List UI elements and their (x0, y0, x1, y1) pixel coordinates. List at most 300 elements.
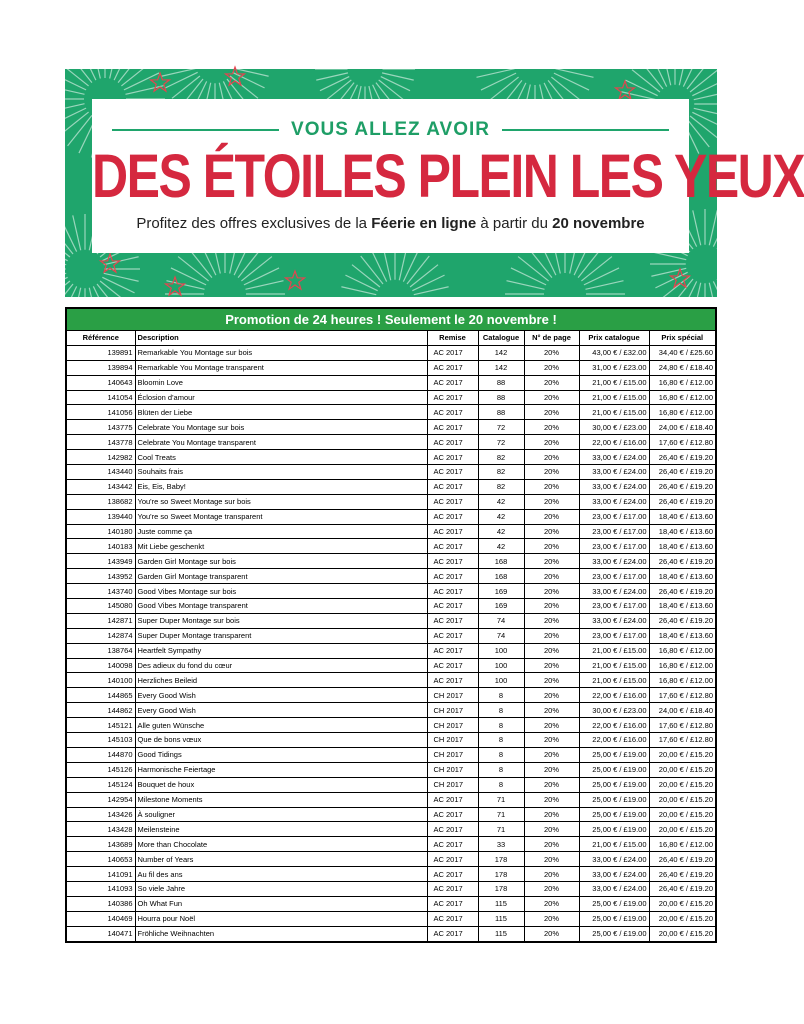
cell-catalogue: 8 (478, 762, 524, 777)
cell-reference: 145080 (67, 599, 135, 614)
table-row (67, 792, 715, 807)
cell-discount: 20% (524, 896, 579, 911)
cell-prix-catalogue: 21,00 € / £15.00 (579, 837, 649, 852)
cell-remise: AC 2017 (427, 450, 478, 465)
cell-prix-catalogue: 21,00 € / £15.00 (579, 658, 649, 673)
kicker-rule-right (502, 129, 669, 131)
cell-prix-special: 20,00 € / £15.20 (649, 762, 715, 777)
table-row (67, 360, 715, 375)
header-prix-catalogue: Prix catalogue (579, 331, 649, 345)
cell-discount: 20% (524, 345, 579, 360)
cell-prix-catalogue: 22,00 € / £16.00 (579, 718, 649, 733)
cell-prix-special: 18,40 € / £13.60 (649, 524, 715, 539)
cell-prix-catalogue: 23,00 € / £17.00 (579, 539, 649, 554)
cell-remise: CH 2017 (427, 777, 478, 792)
table-row (67, 405, 715, 420)
cell-catalogue: 82 (478, 450, 524, 465)
cell-catalogue: 115 (478, 896, 524, 911)
cell-prix-special: 16,80 € / £12.00 (649, 673, 715, 688)
cell-remise: AC 2017 (427, 554, 478, 569)
cell-discount: 20% (524, 390, 579, 405)
table-row (67, 345, 715, 360)
cell-prix-catalogue: 21,00 € / £15.00 (579, 375, 649, 390)
cell-remise: CH 2017 (427, 747, 478, 762)
cell-catalogue: 8 (478, 733, 524, 748)
cell-description: So viele Jahre (135, 881, 427, 896)
table-row (67, 658, 715, 673)
cell-discount: 20% (524, 926, 579, 940)
cell-catalogue: 88 (478, 405, 524, 420)
cell-prix-catalogue: 33,00 € / £24.00 (579, 584, 649, 599)
cell-reference: 145124 (67, 777, 135, 792)
cell-prix-catalogue: 23,00 € / £17.00 (579, 628, 649, 643)
cell-discount: 20% (524, 658, 579, 673)
cell-remise: AC 2017 (427, 465, 478, 480)
cell-description: Herzliches Beileid (135, 673, 427, 688)
cell-reference: 144862 (67, 703, 135, 718)
cell-remise: AC 2017 (427, 881, 478, 896)
cell-discount: 20% (524, 405, 579, 420)
header-prix-special: Prix spécial (649, 331, 715, 345)
cell-discount: 20% (524, 524, 579, 539)
cell-prix-catalogue: 33,00 € / £24.00 (579, 852, 649, 867)
cell-prix-special: 18,40 € / £13.60 (649, 628, 715, 643)
cell-remise: AC 2017 (427, 435, 478, 450)
cell-prix-catalogue: 25,00 € / £19.00 (579, 926, 649, 940)
cell-remise: CH 2017 (427, 718, 478, 733)
cell-reference: 141056 (67, 405, 135, 420)
table-row (67, 822, 715, 837)
cell-reference: 140386 (67, 896, 135, 911)
cell-discount: 20% (524, 911, 579, 926)
cell-description: More than Chocolate (135, 837, 427, 852)
table-row (67, 435, 715, 450)
promo-title: Promotion de 24 heures ! Seulement le 20 novembre ! (67, 309, 715, 331)
cell-reference: 140100 (67, 673, 135, 688)
cell-catalogue: 88 (478, 375, 524, 390)
cell-description: You're so Sweet Montage sur bois (135, 494, 427, 509)
table-row (67, 628, 715, 643)
cell-remise: AC 2017 (427, 613, 478, 628)
cell-discount: 20% (524, 420, 579, 435)
tagline-text-1: Profitez des offres exclusives de la (136, 215, 372, 232)
cell-catalogue: 168 (478, 569, 524, 584)
promo-banner (65, 69, 804, 297)
cell-prix-special: 18,40 € / £13.60 (649, 569, 715, 584)
cell-prix-catalogue: 33,00 € / £24.00 (579, 494, 649, 509)
banner-tagline (92, 215, 689, 232)
cell-prix-special: 18,40 € / £13.60 (649, 509, 715, 524)
cell-prix-special: 20,00 € / £15.20 (649, 911, 715, 926)
cell-prix-catalogue: 21,00 € / £15.00 (579, 390, 649, 405)
cell-remise: AC 2017 (427, 643, 478, 658)
cell-prix-catalogue: 23,00 € / £17.00 (579, 509, 649, 524)
cell-catalogue: 100 (478, 658, 524, 673)
cell-reference: 143740 (67, 584, 135, 599)
cell-prix-special: 17,60 € / £12.80 (649, 733, 715, 748)
table-row (67, 881, 715, 896)
cell-catalogue: 115 (478, 911, 524, 926)
header-remise: Remise (427, 331, 478, 345)
cell-catalogue: 71 (478, 807, 524, 822)
cell-catalogue: 8 (478, 688, 524, 703)
cell-prix-catalogue: 25,00 € / £19.00 (579, 911, 649, 926)
cell-catalogue: 74 (478, 628, 524, 643)
cell-catalogue: 142 (478, 345, 524, 360)
cell-prix-special: 20,00 € / £15.20 (649, 747, 715, 762)
cell-prix-special: 17,60 € / £12.80 (649, 435, 715, 450)
cell-prix-catalogue: 33,00 € / £24.00 (579, 450, 649, 465)
cell-description: Blüten der Liebe (135, 405, 427, 420)
cell-discount: 20% (524, 643, 579, 658)
table-row (67, 613, 715, 628)
cell-prix-special: 20,00 € / £15.20 (649, 926, 715, 940)
cell-remise: AC 2017 (427, 673, 478, 688)
cell-reference: 143778 (67, 435, 135, 450)
cell-discount: 20% (524, 733, 579, 748)
cell-catalogue: 169 (478, 584, 524, 599)
cell-prix-special: 24,80 € / £18.40 (649, 360, 715, 375)
cell-description: Super Duper Montage transparent (135, 628, 427, 643)
cell-discount: 20% (524, 718, 579, 733)
cell-prix-catalogue: 25,00 € / £19.00 (579, 896, 649, 911)
cell-remise: AC 2017 (427, 509, 478, 524)
cell-prix-catalogue: 25,00 € / £19.00 (579, 792, 649, 807)
cell-reference: 143442 (67, 479, 135, 494)
cell-reference: 145121 (67, 718, 135, 733)
cell-reference: 140643 (67, 375, 135, 390)
cell-remise: AC 2017 (427, 524, 478, 539)
table-row (67, 599, 715, 614)
cell-prix-special: 16,80 € / £12.00 (649, 658, 715, 673)
cell-description: Juste comme ça (135, 524, 427, 539)
table-row (67, 524, 715, 539)
cell-reference: 141091 (67, 867, 135, 882)
cell-remise: CH 2017 (427, 703, 478, 718)
cell-description: Souhaits frais (135, 465, 427, 480)
cell-remise: AC 2017 (427, 926, 478, 940)
table-row (67, 494, 715, 509)
table-row (67, 911, 715, 926)
cell-prix-catalogue: 33,00 € / £24.00 (579, 613, 649, 628)
cell-remise: CH 2017 (427, 762, 478, 777)
tagline-bold-1: Féerie en ligne (371, 215, 477, 232)
cell-remise: AC 2017 (427, 375, 478, 390)
table-row (67, 584, 715, 599)
cell-remise: AC 2017 (427, 599, 478, 614)
cell-description: Bouquet de houx (135, 777, 427, 792)
cell-prix-special: 16,80 € / £12.00 (649, 405, 715, 420)
cell-reference: 138682 (67, 494, 135, 509)
cell-discount: 20% (524, 628, 579, 643)
banner-headline: DES ÉTOILES PLEIN LES YEUX (92, 142, 804, 211)
cell-catalogue: 71 (478, 792, 524, 807)
cell-prix-catalogue: 22,00 € / £16.00 (579, 733, 649, 748)
cell-prix-special: 18,40 € / £13.60 (649, 539, 715, 554)
table-header-row (67, 331, 715, 345)
cell-catalogue: 178 (478, 852, 524, 867)
cell-discount: 20% (524, 792, 579, 807)
cell-discount: 20% (524, 807, 579, 822)
cell-catalogue: 100 (478, 673, 524, 688)
cell-description: Milestone Moments (135, 792, 427, 807)
table-row (67, 509, 715, 524)
cell-reference: 139894 (67, 360, 135, 375)
table-row (67, 747, 715, 762)
cell-reference: 142871 (67, 613, 135, 628)
table-row (67, 926, 715, 940)
cell-remise: AC 2017 (427, 852, 478, 867)
table-row (67, 539, 715, 554)
table-row (67, 718, 715, 733)
cell-remise: CH 2017 (427, 733, 478, 748)
cell-remise: AC 2017 (427, 479, 478, 494)
cell-prix-catalogue: 33,00 € / £24.00 (579, 554, 649, 569)
table-row (67, 479, 715, 494)
cell-reference: 143775 (67, 420, 135, 435)
cell-prix-catalogue: 30,00 € / £23.00 (579, 420, 649, 435)
cell-catalogue: 82 (478, 465, 524, 480)
cell-discount: 20% (524, 479, 579, 494)
cell-prix-special: 16,80 € / £12.00 (649, 375, 715, 390)
cell-prix-catalogue: 33,00 € / £24.00 (579, 867, 649, 882)
cell-reference: 140469 (67, 911, 135, 926)
cell-description: À souligner (135, 807, 427, 822)
cell-reference: 140183 (67, 539, 135, 554)
table-row (67, 390, 715, 405)
cell-reference: 143428 (67, 822, 135, 837)
cell-discount: 20% (524, 435, 579, 450)
cell-prix-catalogue: 21,00 € / £15.00 (579, 405, 649, 420)
cell-prix-special: 20,00 € / £15.20 (649, 896, 715, 911)
cell-description: Des adieux du fond du cœur (135, 658, 427, 673)
cell-remise: AC 2017 (427, 658, 478, 673)
cell-catalogue: 168 (478, 554, 524, 569)
cell-discount: 20% (524, 554, 579, 569)
cell-remise: AC 2017 (427, 792, 478, 807)
cell-description: Harmonische Feiertage (135, 762, 427, 777)
cell-remise: AC 2017 (427, 911, 478, 926)
cell-description: Good Vibes Montage sur bois (135, 584, 427, 599)
table-row (67, 852, 715, 867)
cell-discount: 20% (524, 450, 579, 465)
cell-prix-catalogue: 25,00 € / £19.00 (579, 807, 649, 822)
cell-reference: 143689 (67, 837, 135, 852)
cell-discount: 20% (524, 673, 579, 688)
kicker-rule-left (112, 129, 279, 131)
table-row (67, 420, 715, 435)
cell-prix-special: 24,00 € / £18.40 (649, 703, 715, 718)
cell-discount: 20% (524, 375, 579, 390)
cell-prix-special: 26,40 € / £19.20 (649, 450, 715, 465)
cell-prix-special: 24,00 € / £18.40 (649, 420, 715, 435)
banner-card (92, 99, 804, 253)
cell-description: Éclosion d'amour (135, 390, 427, 405)
cell-catalogue: 42 (478, 524, 524, 539)
cell-catalogue: 8 (478, 777, 524, 792)
cell-catalogue: 8 (478, 703, 524, 718)
table-row (67, 777, 715, 792)
cell-prix-special: 20,00 € / £15.20 (649, 807, 715, 822)
cell-prix-catalogue: 23,00 € / £17.00 (579, 524, 649, 539)
cell-reference: 142982 (67, 450, 135, 465)
cell-remise: AC 2017 (427, 896, 478, 911)
cell-prix-special: 34,40 € / £25.60 (649, 345, 715, 360)
cell-prix-special: 16,80 € / £12.00 (649, 390, 715, 405)
cell-reference: 140180 (67, 524, 135, 539)
price-table (65, 307, 717, 943)
cell-description: Au fil des ans (135, 867, 427, 882)
cell-discount: 20% (524, 747, 579, 762)
cell-description: Number of Years (135, 852, 427, 867)
cell-description: Celebrate You Montage sur bois (135, 420, 427, 435)
cell-reference: 145103 (67, 733, 135, 748)
cell-reference: 142954 (67, 792, 135, 807)
cell-catalogue: 169 (478, 599, 524, 614)
cell-prix-special: 17,60 € / £12.80 (649, 688, 715, 703)
cell-prix-catalogue: 21,00 € / £15.00 (579, 643, 649, 658)
table-row (67, 643, 715, 658)
cell-reference: 143440 (67, 465, 135, 480)
cell-description: Bloomin Love (135, 375, 427, 390)
cell-reference: 143426 (67, 807, 135, 822)
cell-remise: CH 2017 (427, 688, 478, 703)
header-page: N° de page (524, 331, 579, 345)
cell-description: Remarkable You Montage sur bois (135, 345, 427, 360)
cell-prix-catalogue: 25,00 € / £19.00 (579, 777, 649, 792)
cell-discount: 20% (524, 867, 579, 882)
cell-remise: AC 2017 (427, 405, 478, 420)
cell-prix-catalogue: 25,00 € / £19.00 (579, 747, 649, 762)
cell-discount: 20% (524, 360, 579, 375)
cell-remise: AC 2017 (427, 584, 478, 599)
cell-discount: 20% (524, 509, 579, 524)
cell-prix-special: 16,80 € / £12.00 (649, 837, 715, 852)
cell-reference: 140098 (67, 658, 135, 673)
table-row (67, 673, 715, 688)
cell-reference: 144865 (67, 688, 135, 703)
cell-reference: 141054 (67, 390, 135, 405)
cell-prix-special: 26,40 € / £19.20 (649, 584, 715, 599)
cell-remise: AC 2017 (427, 345, 478, 360)
cell-remise: AC 2017 (427, 360, 478, 375)
cell-prix-special: 20,00 € / £15.20 (649, 777, 715, 792)
cell-discount: 20% (524, 539, 579, 554)
cell-reference: 139440 (67, 509, 135, 524)
cell-prix-catalogue: 33,00 € / £24.00 (579, 881, 649, 896)
cell-catalogue: 42 (478, 539, 524, 554)
cell-catalogue: 72 (478, 420, 524, 435)
cell-reference: 140653 (67, 852, 135, 867)
cell-catalogue: 88 (478, 390, 524, 405)
cell-catalogue: 8 (478, 747, 524, 762)
cell-reference: 143949 (67, 554, 135, 569)
cell-reference: 142874 (67, 628, 135, 643)
cell-catalogue: 72 (478, 435, 524, 450)
table-row (67, 569, 715, 584)
cell-discount: 20% (524, 881, 579, 896)
cell-discount: 20% (524, 852, 579, 867)
cell-description: Super Duper Montage sur bois (135, 613, 427, 628)
cell-description: Remarkable You Montage transparent (135, 360, 427, 375)
cell-prix-catalogue: 22,00 € / £16.00 (579, 688, 649, 703)
table-row (67, 450, 715, 465)
cell-description: Every Good Wish (135, 703, 427, 718)
cell-prix-catalogue: 33,00 € / £24.00 (579, 465, 649, 480)
cell-prix-special: 26,40 € / £19.20 (649, 881, 715, 896)
cell-catalogue: 100 (478, 643, 524, 658)
cell-prix-catalogue: 25,00 € / £19.00 (579, 822, 649, 837)
cell-discount: 20% (524, 688, 579, 703)
kicker-row (112, 119, 669, 141)
product-table (67, 331, 715, 941)
table-row (67, 688, 715, 703)
cell-prix-special: 20,00 € / £15.20 (649, 822, 715, 837)
table-row (67, 703, 715, 718)
cell-catalogue: 71 (478, 822, 524, 837)
cell-prix-catalogue: 21,00 € / £15.00 (579, 673, 649, 688)
cell-description: Mit Liebe geschenkt (135, 539, 427, 554)
cell-remise: AC 2017 (427, 494, 478, 509)
cell-discount: 20% (524, 599, 579, 614)
cell-discount: 20% (524, 465, 579, 480)
cell-prix-catalogue: 23,00 € / £17.00 (579, 599, 649, 614)
cell-prix-catalogue: 22,00 € / £16.00 (579, 435, 649, 450)
cell-prix-special: 26,40 € / £19.20 (649, 852, 715, 867)
cell-prix-catalogue: 43,00 € / £32.00 (579, 345, 649, 360)
cell-catalogue: 42 (478, 494, 524, 509)
cell-reference: 140471 (67, 926, 135, 940)
cell-description: Eis, Eis, Baby! (135, 479, 427, 494)
cell-prix-special: 26,40 € / £19.20 (649, 613, 715, 628)
header-description: Description (135, 331, 427, 345)
cell-prix-special: 26,40 € / £19.20 (649, 867, 715, 882)
cell-remise: AC 2017 (427, 822, 478, 837)
cell-description: Garden Girl Montage transparent (135, 569, 427, 584)
cell-prix-special: 17,60 € / £12.80 (649, 718, 715, 733)
table-row (67, 375, 715, 390)
cell-remise: AC 2017 (427, 837, 478, 852)
table-row (67, 733, 715, 748)
banner-kicker: VOUS ALLEZ AVOIR (291, 119, 490, 140)
cell-description: Garden Girl Montage sur bois (135, 554, 427, 569)
cell-prix-catalogue: 33,00 € / £24.00 (579, 479, 649, 494)
cell-prix-special: 26,40 € / £19.20 (649, 465, 715, 480)
cell-description: Good Tidings (135, 747, 427, 762)
cell-reference: 141093 (67, 881, 135, 896)
cell-remise: AC 2017 (427, 807, 478, 822)
cell-prix-special: 26,40 € / £19.20 (649, 494, 715, 509)
cell-discount: 20% (524, 777, 579, 792)
cell-description: Alle guten Wünsche (135, 718, 427, 733)
cell-description: Every Good Wish (135, 688, 427, 703)
cell-catalogue: 33 (478, 837, 524, 852)
cell-catalogue: 115 (478, 926, 524, 940)
cell-catalogue: 142 (478, 360, 524, 375)
cell-description: Good Vibes Montage transparent (135, 599, 427, 614)
cell-catalogue: 178 (478, 881, 524, 896)
cell-description: Fröhliche Weihnachten (135, 926, 427, 940)
cell-prix-special: 26,40 € / £19.20 (649, 554, 715, 569)
cell-prix-catalogue: 31,00 € / £23.00 (579, 360, 649, 375)
cell-prix-catalogue: 23,00 € / £17.00 (579, 569, 649, 584)
cell-description: Oh What Fun (135, 896, 427, 911)
cell-prix-special: 18,40 € / £13.60 (649, 599, 715, 614)
cell-discount: 20% (524, 569, 579, 584)
cell-discount: 20% (524, 837, 579, 852)
table-row (67, 762, 715, 777)
cell-discount: 20% (524, 703, 579, 718)
